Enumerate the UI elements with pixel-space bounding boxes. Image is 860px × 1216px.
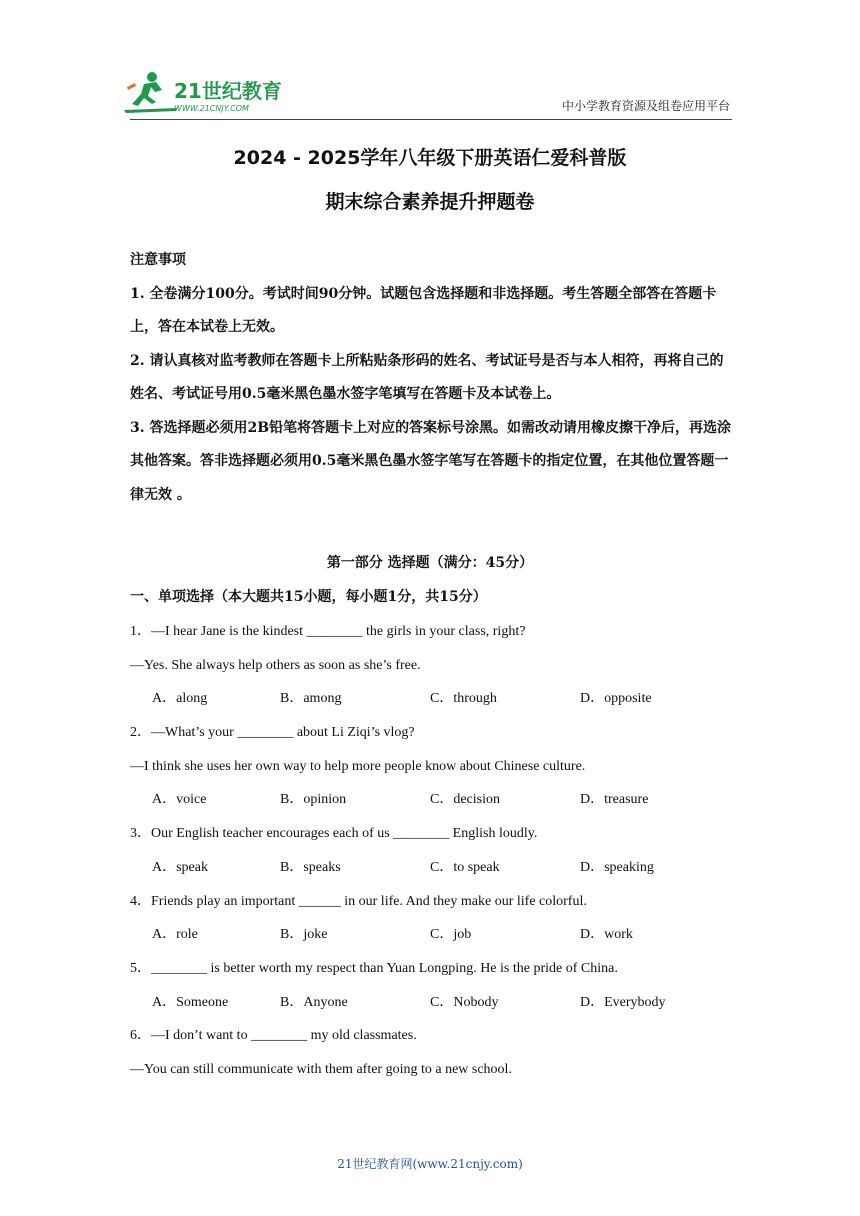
option-d: D．treasure bbox=[580, 792, 649, 808]
exam-title: 2024 - 2025学年八年级下册英语仁爱科普版 bbox=[233, 147, 627, 169]
question-list bbox=[130, 615, 732, 1087]
option-a: A．voice bbox=[152, 792, 207, 808]
platform-caption: 中小学教育资源及组卷应用平台 bbox=[561, 99, 730, 113]
question bbox=[130, 885, 732, 952]
question bbox=[130, 615, 732, 716]
option-b: B．joke bbox=[280, 927, 328, 943]
option-c: C．Nobody bbox=[430, 994, 499, 1010]
option-c: C．to speak bbox=[430, 859, 500, 875]
question-stem: —I think she uses her own way to help more people know about Chinese culture. bbox=[130, 758, 586, 774]
footer-link[interactable]: 21世纪教育网(www.21cnjy.com) bbox=[337, 1157, 523, 1171]
exam-subtitle: 期末综合素养提升押题卷 bbox=[325, 191, 535, 213]
notice-item: 3. 答选择题必须用2B铅笔将答题卡上对应的答案标号涂黑。如需改动请用橡皮擦干净后，再选涂其他答案。答非选择题必须用0.5毫米黑色墨水签字笔写在答题卡的指定位置，在其他位置答题一律无效 。 bbox=[130, 419, 732, 503]
question bbox=[130, 952, 732, 1019]
section-heading: 一、单项选择（本大题共15小题，每小题1分，共15分） bbox=[130, 589, 487, 605]
option-a: A．speak bbox=[152, 859, 208, 875]
header-divider bbox=[130, 119, 732, 120]
part-heading: 第一部分 选择题（满分：45分） bbox=[326, 555, 534, 571]
option-d: D．Everybody bbox=[580, 994, 666, 1010]
option-row bbox=[130, 986, 732, 1020]
option-b: B．among bbox=[280, 691, 342, 707]
logo-url: WWW.21CNJY.COM bbox=[174, 104, 249, 113]
option-row bbox=[130, 682, 732, 716]
option-d: D．work bbox=[580, 927, 633, 943]
notice-item: 1. 全卷满分100分。考试时间90分钟。试题包含选择题和非选择题。考生答题全部答在答题卡上，答在本试卷上无效。 bbox=[130, 285, 717, 335]
option-b: B．Anyone bbox=[280, 994, 348, 1010]
question bbox=[130, 1019, 732, 1086]
notice-block bbox=[130, 244, 732, 512]
question-stem: 2．—What’s your ________ about Li Ziqi’s vlog? bbox=[130, 725, 415, 741]
option-c: C．through bbox=[430, 691, 497, 707]
question bbox=[130, 817, 732, 884]
option-a: A．along bbox=[152, 691, 208, 707]
question-stem: 1．—I hear Jane is the kindest ________ the girls in your class, right? bbox=[130, 624, 526, 639]
logo bbox=[122, 68, 292, 116]
question bbox=[130, 716, 732, 817]
option-b: B．speaks bbox=[280, 859, 341, 875]
notice-item: 2. 请认真核对监考教师在答题卡上所粘贴条形码的姓名、考试证号是否与本人相符，再将自己的姓名、考试证号用0.5毫米黑色墨水签字笔填写在答题卡及本试卷上。 bbox=[130, 352, 724, 402]
question-stem: 3．Our English teacher encourages each of us ________ English loudly. bbox=[130, 826, 538, 842]
question-stem: —You can still communicate with them after going to a new school. bbox=[130, 1061, 512, 1077]
option-d: D．opposite bbox=[580, 691, 652, 707]
question-stem: 4．Friends play an important ______ in our life. And they make our life colorful. bbox=[130, 893, 587, 909]
question-stem: 6．—I don’t want to ________ my old classmates. bbox=[130, 1028, 417, 1044]
option-c: C．job bbox=[430, 927, 472, 943]
runner-logo-icon bbox=[122, 68, 292, 116]
notice-heading: 注意事项 bbox=[130, 252, 186, 268]
option-row bbox=[130, 918, 732, 952]
option-d: D．speaking bbox=[580, 859, 654, 875]
option-b: B．opinion bbox=[280, 792, 347, 808]
logo-text: 21世纪教育 bbox=[174, 79, 282, 103]
option-c: C．decision bbox=[430, 792, 500, 808]
option-row bbox=[130, 783, 732, 817]
option-a: A．role bbox=[152, 927, 198, 943]
option-row bbox=[130, 851, 732, 885]
question-stem: 5．________ is better worth my respect than Yuan Longping. He is the pride of China. bbox=[130, 960, 618, 976]
option-a: A．Someone bbox=[152, 994, 229, 1010]
question-stem: —Yes. She always help others as soon as she’s free. bbox=[130, 657, 421, 673]
